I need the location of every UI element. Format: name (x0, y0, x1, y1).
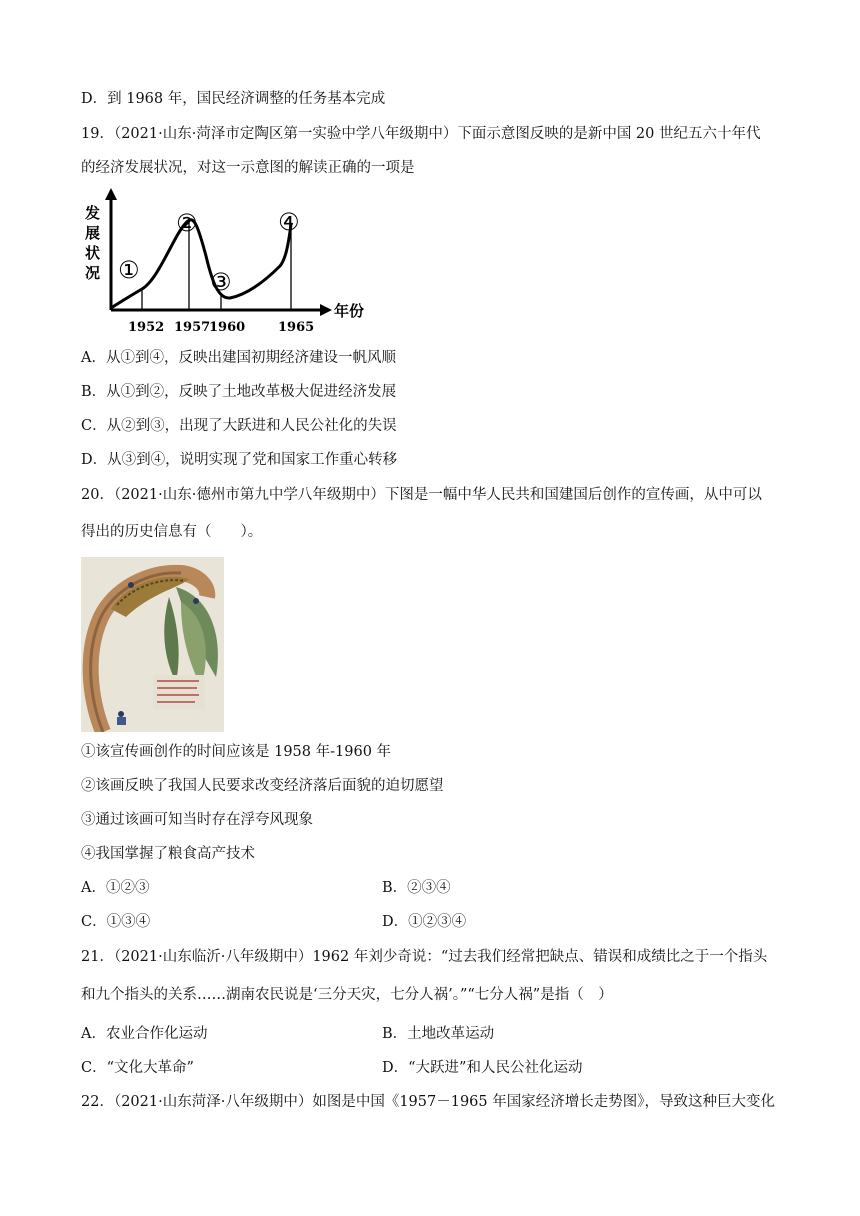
q19-marker-1: ① (118, 256, 140, 284)
q19-stem-line2: 的经济发展状况，对这一示意图的解读正确的一项是 (81, 160, 415, 176)
q19-economy-diagram (80, 186, 380, 338)
q20-statement-4: ④我国掌握了粮食高产技术 (81, 846, 255, 862)
q20-option-b: B．②③④ (382, 880, 451, 896)
q19-tick: 1952 (128, 320, 165, 335)
q19-tick: 1960 (209, 320, 246, 335)
q21-stem-line1: 21．（2021·山东临沂·八年级期中）1962 年刘少奇说：“过去我们经常把缺点、错误和成绩比之于一个指头 (81, 949, 768, 965)
q20-option-c: C．①③④ (81, 914, 151, 930)
q21-option-c: C．“文化大革命” (81, 1060, 194, 1076)
q20-stem-line2: 得出的历史信息有（ ）。 (81, 524, 263, 540)
q19-option-d: D．从③到④，说明实现了党和国家工作重心转移 (81, 452, 398, 468)
q20-option-d: D．①②③④ (382, 914, 467, 930)
q19-ylabel-char: 状 (85, 244, 101, 262)
q19-x-axis-arrow (320, 304, 332, 316)
q19-tick: 1965 (278, 320, 315, 335)
q20-stem-line1: 20．（2021·山东·德州市第九中学八年级期中）下图是一幅中华人民共和国建国后创作的宣传画，从中可以 (81, 487, 762, 503)
q19-option-b: B．从①到②，反映了土地改革极大促进经济发展 (81, 384, 397, 400)
q19-marker-4: ④ (278, 208, 300, 236)
q19-ylabel-char: 发 (85, 204, 101, 222)
propaganda-poster-image (81, 557, 224, 732)
q20-statement-3: ③通过该画可知当时存在浮夸风现象 (81, 812, 313, 828)
q19-ylabel-char: 展 (85, 224, 101, 242)
q21-option-b: B．土地改革运动 (382, 1026, 495, 1042)
q20-statement-2: ②该画反映了我国人民要求改变经济落后面貌的迫切愿望 (81, 778, 444, 794)
q20-statement-1: ①该宣传画创作的时间应该是 1958 年-1960 年 (81, 744, 392, 760)
q19-stem-line1: 19．（2021·山东·菏泽市定陶区第一实验中学八年级期中）下面示意图反映的是新中国 20 世纪五六十年代 (81, 126, 761, 142)
q19-ylabel-char: 况 (85, 264, 101, 282)
q18-option-d: D．到 1968 年，国民经济调整的任务基本完成 (81, 91, 386, 107)
q19-tick: 1957 (174, 320, 211, 335)
q21-option-d: D．“大跃进”和人民公社化运动 (382, 1060, 583, 1076)
q20-option-a: A．①②③ (81, 880, 150, 896)
q19-option-c: C．从②到③，出现了大跃进和人民公社化的失误 (81, 418, 397, 434)
q21-stem-line2: 和九个指头的关系……湖南农民说是‘三分天灾，七分人祸’。”“七分人祸”是指（ ） (81, 987, 613, 1003)
q21-option-a: A．农业合作化运动 (81, 1026, 208, 1042)
q22-stem-line1: 22．（2021·山东菏泽·八年级期中）如图是中国《1957－1965 年国家经济增长走势图》，导致这种巨大变化 (81, 1094, 775, 1110)
q19-marker-3: ③ (210, 268, 232, 296)
q19-xlabel: 年份 (334, 302, 365, 320)
q19-marker-2: ② (176, 209, 198, 237)
q19-y-axis-arrow (105, 188, 117, 200)
q19-option-a: A．从①到④，反映出建国初期经济建设一帆风顺 (81, 350, 396, 366)
